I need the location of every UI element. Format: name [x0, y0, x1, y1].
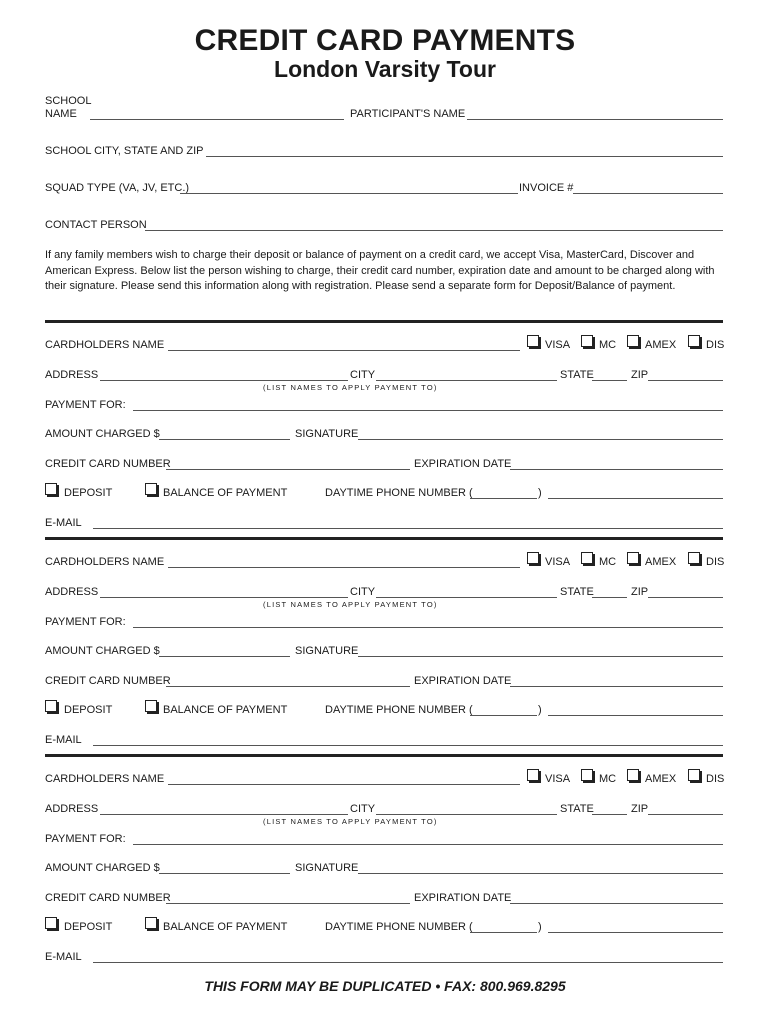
- deposit-checkbox[interactable]: [45, 483, 57, 495]
- credit-card-number-label: CREDIT CARD NUMBER: [45, 892, 171, 904]
- form-title: CREDIT CARD PAYMENTS: [194, 24, 576, 57]
- visa-label: VISA: [545, 556, 571, 568]
- state-label: STATE: [560, 586, 594, 598]
- payment-for-field[interactable]: [133, 410, 723, 411]
- squad-type-label: SQUAD TYPE (VA, JV, ETC.): [45, 182, 190, 194]
- balance-label: BALANCE OF PAYMENT: [163, 704, 288, 716]
- list-names-note: (LIST NAMES TO APPLY PAYMENT TO): [263, 383, 438, 392]
- balance-label: BALANCE OF PAYMENT: [163, 487, 288, 499]
- balance-label: BALANCE OF PAYMENT: [163, 921, 288, 933]
- zip-field[interactable]: [648, 597, 723, 598]
- mc-checkbox[interactable]: [581, 552, 593, 564]
- expiration-date-field[interactable]: [510, 686, 723, 687]
- list-names-note: (LIST NAMES TO APPLY PAYMENT TO): [263, 600, 438, 609]
- invoice-label: INVOICE #: [519, 182, 574, 194]
- school-label-line1: SCHOOL: [45, 95, 92, 107]
- signature-label: SIGNATURE: [295, 645, 359, 657]
- zip-field[interactable]: [648, 814, 723, 815]
- phone-paren-close: ): [538, 487, 542, 499]
- balance-checkbox[interactable]: [145, 483, 157, 495]
- daytime-phone-label: DAYTIME PHONE NUMBER (: [325, 704, 473, 716]
- amex-checkbox[interactable]: [627, 769, 639, 781]
- address-label: ADDRESS: [45, 803, 99, 815]
- email-label: E-MAIL: [45, 734, 82, 746]
- phone-area-code-field[interactable]: [470, 932, 537, 933]
- signature-field[interactable]: [358, 873, 723, 874]
- amex-checkbox[interactable]: [627, 552, 639, 564]
- email-label: E-MAIL: [45, 517, 82, 529]
- balance-checkbox[interactable]: [145, 700, 157, 712]
- form-subtitle: London Varsity Tour: [274, 56, 496, 82]
- amount-charged-label: AMOUNT CHARGED $: [45, 862, 160, 874]
- zip-label: ZIP: [631, 586, 649, 598]
- dis-label: DIS: [706, 773, 725, 785]
- expiration-date-label: EXPIRATION DATE: [414, 458, 512, 470]
- amex-label: AMEX: [645, 773, 677, 785]
- amex-label: AMEX: [645, 556, 677, 568]
- email-field[interactable]: [93, 528, 723, 529]
- address-label: ADDRESS: [45, 586, 99, 598]
- city-label: CITY: [350, 369, 376, 381]
- daytime-phone-label: DAYTIME PHONE NUMBER (: [325, 487, 473, 499]
- zip-label: ZIP: [631, 803, 649, 815]
- zip-field[interactable]: [648, 380, 723, 381]
- list-names-note: (LIST NAMES TO APPLY PAYMENT TO): [263, 817, 438, 826]
- amount-charged-field[interactable]: [159, 656, 290, 657]
- mc-checkbox[interactable]: [581, 335, 593, 347]
- school-name-field[interactable]: [90, 119, 344, 120]
- visa-checkbox[interactable]: [527, 769, 539, 781]
- dis-label: DIS: [706, 339, 725, 351]
- state-field[interactable]: [592, 380, 627, 381]
- dis-checkbox[interactable]: [688, 335, 700, 347]
- expiration-date-label: EXPIRATION DATE: [414, 892, 512, 904]
- daytime-phone-field[interactable]: [548, 498, 723, 499]
- city-label: CITY: [350, 586, 376, 598]
- section-divider-1: [45, 320, 723, 323]
- credit-card-number-field[interactable]: [166, 903, 410, 904]
- state-label: STATE: [560, 803, 594, 815]
- section-divider-3: [45, 754, 723, 757]
- participant-label: PARTICIPANT'S NAME: [350, 108, 466, 120]
- amex-label: AMEX: [645, 339, 677, 351]
- visa-label: VISA: [545, 339, 571, 351]
- cardholder-name-label: CARDHOLDERS NAME: [45, 773, 165, 785]
- signature-field[interactable]: [358, 656, 723, 657]
- mc-label: MC: [599, 339, 617, 351]
- state-label: STATE: [560, 369, 594, 381]
- amount-charged-label: AMOUNT CHARGED $: [45, 645, 160, 657]
- cardholder-name-label: CARDHOLDERS NAME: [45, 556, 165, 568]
- amount-charged-label: AMOUNT CHARGED $: [45, 428, 160, 440]
- mc-label: MC: [599, 773, 617, 785]
- cardholder-name-field[interactable]: [168, 567, 520, 568]
- phone-paren-close: ): [538, 704, 542, 716]
- email-label: E-MAIL: [45, 951, 82, 963]
- state-field[interactable]: [592, 597, 627, 598]
- dis-label: DIS: [706, 556, 725, 568]
- phone-area-code-field[interactable]: [470, 715, 537, 716]
- deposit-checkbox[interactable]: [45, 700, 57, 712]
- deposit-label: DEPOSIT: [64, 704, 113, 716]
- daytime-phone-field[interactable]: [548, 932, 723, 933]
- address-field[interactable]: [100, 597, 348, 598]
- payment-for-field[interactable]: [133, 844, 723, 845]
- squad-type-field[interactable]: [180, 193, 518, 194]
- school-label-line2: NAME: [45, 108, 77, 120]
- school-city-label: SCHOOL CITY, STATE AND ZIP: [45, 145, 204, 157]
- zip-label: ZIP: [631, 369, 649, 381]
- address-field[interactable]: [100, 380, 348, 381]
- dis-checkbox[interactable]: [688, 552, 700, 564]
- credit-card-number-label: CREDIT CARD NUMBER: [45, 458, 171, 470]
- cardholder-name-label: CARDHOLDERS NAME: [45, 339, 165, 351]
- amex-checkbox[interactable]: [627, 335, 639, 347]
- mc-label: MC: [599, 556, 617, 568]
- signature-label: SIGNATURE: [295, 428, 359, 440]
- amount-charged-field[interactable]: [159, 439, 290, 440]
- footer-note: THIS FORM MAY BE DUPLICATED • FAX: 800.969.8295: [204, 978, 566, 994]
- deposit-label: DEPOSIT: [64, 921, 113, 933]
- city-field[interactable]: [376, 380, 557, 381]
- visa-label: VISA: [545, 773, 571, 785]
- participant-name-field[interactable]: [467, 119, 723, 120]
- expiration-date-field[interactable]: [510, 469, 723, 470]
- expiration-date-label: EXPIRATION DATE: [414, 675, 512, 687]
- contact-person-field[interactable]: [145, 230, 723, 231]
- instructions-paragraph: If any family members wish to charge their deposit or balance of payment on a credit card, we accept Visa, MasterCard, Discover and American Express. Below list the person wishing to charge, their credit card number, expiration date and amount to be charged along with their signature. Please send this information along with registration. Please send a separate form for Deposit/Balance of payment.: [45, 249, 715, 293]
- credit-card-number-field[interactable]: [166, 686, 410, 687]
- amount-charged-field[interactable]: [159, 873, 290, 874]
- school-city-field[interactable]: [206, 156, 723, 157]
- cardholder-name-field[interactable]: [168, 350, 520, 351]
- email-field[interactable]: [93, 745, 723, 746]
- city-field[interactable]: [376, 597, 557, 598]
- contact-person-label: CONTACT PERSON: [45, 219, 147, 231]
- city-label: CITY: [350, 803, 376, 815]
- phone-area-code-field[interactable]: [470, 498, 537, 499]
- invoice-field[interactable]: [573, 193, 723, 194]
- visa-checkbox[interactable]: [527, 335, 539, 347]
- expiration-date-field[interactable]: [510, 903, 723, 904]
- cardholder-name-field[interactable]: [168, 784, 520, 785]
- address-label: ADDRESS: [45, 369, 99, 381]
- deposit-label: DEPOSIT: [64, 487, 113, 499]
- deposit-checkbox[interactable]: [45, 917, 57, 929]
- mc-checkbox[interactable]: [581, 769, 593, 781]
- payment-for-label: PAYMENT FOR:: [45, 833, 126, 845]
- state-field[interactable]: [592, 814, 627, 815]
- dis-checkbox[interactable]: [688, 769, 700, 781]
- payment-for-label: PAYMENT FOR:: [45, 399, 126, 411]
- balance-checkbox[interactable]: [145, 917, 157, 929]
- credit-card-number-label: CREDIT CARD NUMBER: [45, 675, 171, 687]
- daytime-phone-label: DAYTIME PHONE NUMBER (: [325, 921, 473, 933]
- email-field[interactable]: [93, 962, 723, 963]
- payment-for-label: PAYMENT FOR:: [45, 616, 126, 628]
- daytime-phone-field[interactable]: [548, 715, 723, 716]
- phone-paren-close: ): [538, 921, 542, 933]
- signature-label: SIGNATURE: [295, 862, 359, 874]
- section-divider-2: [45, 537, 723, 540]
- credit-card-number-field[interactable]: [166, 469, 410, 470]
- address-field[interactable]: [100, 814, 348, 815]
- signature-field[interactable]: [358, 439, 723, 440]
- visa-checkbox[interactable]: [527, 552, 539, 564]
- payment-for-field[interactable]: [133, 627, 723, 628]
- city-field[interactable]: [376, 814, 557, 815]
